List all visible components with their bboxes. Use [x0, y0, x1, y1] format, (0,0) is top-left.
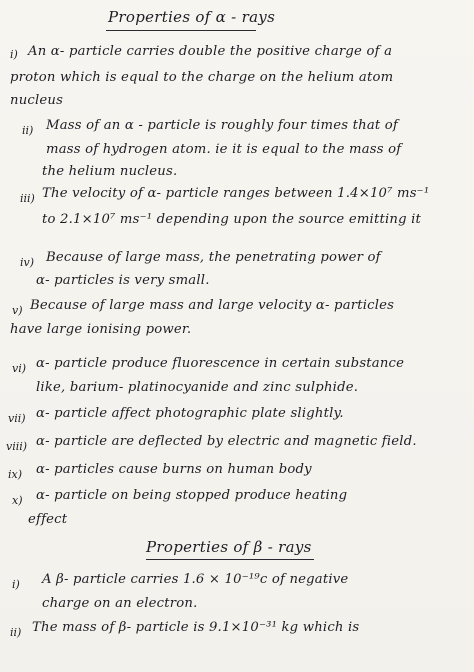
beta-heading: Properties of β - rays — [146, 538, 312, 556]
beta-item-1-number: i) — [12, 578, 20, 591]
alpha-item-4-line-1: Because of large mass, the penetrating power of — [46, 250, 381, 265]
alpha-item-10-line-1: α- particle on being stopped produce heating — [36, 488, 348, 503]
alpha-item-10-line-2: effect — [28, 512, 68, 527]
alpha-item-1-line-3: nucleus — [10, 93, 64, 108]
alpha-item-9-line-1: α- particles cause burns on human body — [36, 462, 312, 477]
alpha-item-2-line-3: the helium nucleus. — [42, 164, 178, 179]
alpha-item-6-line-1: α- particle produce fluorescence in certain substance — [36, 356, 405, 371]
alpha-item-3-number: iii) — [20, 192, 35, 205]
alpha-item-4-line-2: α- particles is very small. — [36, 273, 210, 288]
alpha-item-10-number: x) — [12, 494, 23, 507]
alpha-item-1-number: i) — [10, 48, 18, 61]
alpha-item-7-line-1: α- particle affect photographic plate slightly. — [36, 406, 344, 421]
alpha-item-6-number: vi) — [12, 362, 27, 375]
alpha-item-8-line-1: α- particle are deflected by electric and magnetic field. — [36, 434, 417, 449]
beta-item-2-line-1: The mass of β- particle is 9.1×10⁻³¹ kg which is — [32, 620, 360, 635]
alpha-item-1-line-2: proton which is equal to the charge on the helium atom — [10, 70, 394, 85]
alpha-heading-underline — [106, 30, 256, 31]
alpha-item-8-number: viii) — [6, 440, 28, 453]
alpha-item-1-line-1: An α- particle carries double the positive charge of a — [28, 44, 393, 59]
beta-item-2-number: ii) — [10, 626, 22, 639]
alpha-item-6-line-2: like, barium- platinocyanide and zinc sulphide. — [36, 380, 359, 395]
alpha-item-5-line-2: have large ionising power. — [10, 322, 192, 337]
alpha-item-2-line-2: mass of hydrogen atom. ie it is equal to the mass of — [46, 142, 402, 157]
alpha-item-5-line-1: Because of large mass and large velocity α- particles — [30, 298, 395, 313]
alpha-item-2-number: ii) — [22, 124, 34, 137]
beta-item-1-line-1: A β- particle carries 1.6 × 10⁻¹⁹c of negative — [42, 572, 349, 587]
alpha-item-4-number: iv) — [20, 256, 35, 269]
alpha-item-9-number: ix) — [8, 468, 23, 481]
beta-item-1-line-2: charge on an electron. — [42, 596, 198, 611]
alpha-item-3-line-1: The velocity of α- particle ranges between 1.4×10⁷ ms⁻¹ — [42, 186, 430, 201]
alpha-item-3-line-2: to 2.1×10⁷ ms⁻¹ depending upon the source emitting it — [42, 212, 422, 227]
beta-heading-underline — [146, 559, 314, 560]
alpha-heading: Properties of α - rays — [108, 8, 276, 26]
alpha-item-7-number: vii) — [8, 412, 26, 425]
alpha-item-5-number: v) — [12, 304, 23, 317]
alpha-item-2-line-1: Mass of an α - particle is roughly four times that of — [46, 118, 398, 133]
